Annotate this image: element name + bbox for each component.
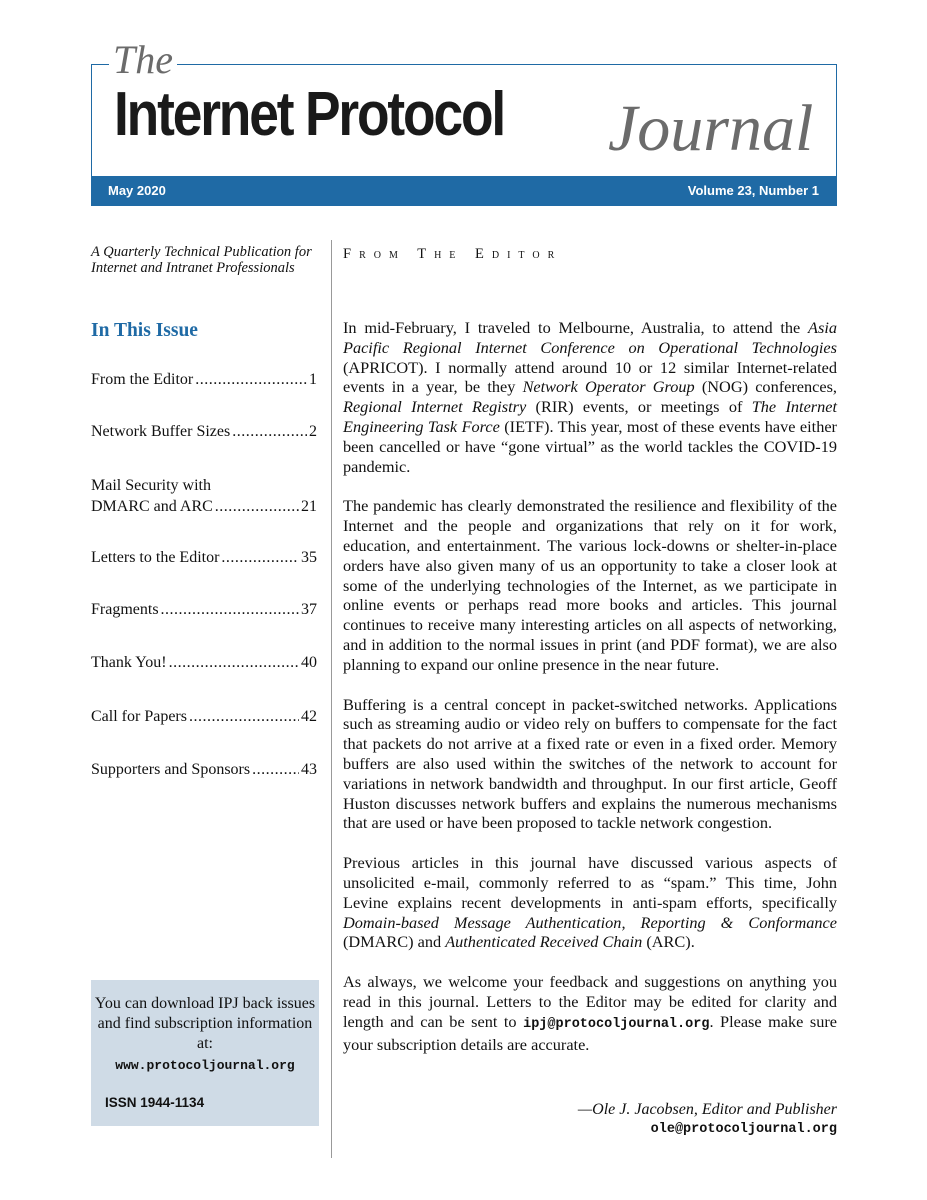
issue-volume: Volume 23, Number 1 xyxy=(687,183,819,198)
toc-item-from-the-editor[interactable] xyxy=(91,369,317,390)
masthead-the: The xyxy=(109,40,177,80)
download-infobox xyxy=(91,980,319,1126)
issue-bar xyxy=(91,176,837,206)
infobox-url[interactable]: www.protocoljournal.org xyxy=(115,1058,295,1073)
toc-title: Fragments xyxy=(91,601,159,618)
issue-date: May 2020 xyxy=(108,183,166,198)
infobox-issn: ISSN 1944-1134 xyxy=(105,1095,205,1110)
editor-article xyxy=(343,318,837,1074)
masthead-title: Internet Protocol xyxy=(114,80,505,149)
tagline: A Quarterly Technical Publication for Internet and Intranet Professionals xyxy=(91,244,312,276)
toc-page: 42 xyxy=(301,708,317,725)
toc-page: 2 xyxy=(309,423,317,440)
paragraph-3: Buffering is a central concept in packet-switched networks. Applications such as streaming audio or video rely on buffers to compensate for the fact that packets do not arrive at a fixed rate or even in a fixed order. Memory buffers are also used within the switches of the network to account for variations in network bandwidth and throughput. In our first article, Geoff Huston discusses network buffers and explains the numerous mechanisms that are used or have been proposed to tackle network congestion. xyxy=(343,694,837,833)
toc-item-supporters[interactable] xyxy=(91,759,317,780)
toc-page: 37 xyxy=(301,601,317,618)
toc-item-letters[interactable] xyxy=(91,547,317,568)
toc-heading: In This Issue xyxy=(91,320,198,341)
toc-title-line1: Mail Security with xyxy=(91,477,211,494)
toc-item-call-for-papers[interactable] xyxy=(91,706,317,727)
signature-email[interactable]: ole@protocoljournal.org xyxy=(650,1122,837,1137)
section-heading: From The Editor xyxy=(343,246,563,262)
paragraph-1: In mid-February, I traveled to Melbourne, Australia, to attend the Asia Pacific Regional Internet Conference on Operational Technologies (APRICOT). I normally attend around 10 or 12 similar Internet-related events in a year, be they Network Operator Group (NOG) conferences, Regional Internet Registry (RIR) events, or meetings of The Internet Engineering Task Force (IETF). This year, most of these events have either been cancelled or have “gone virtual” as the world tackles the COVID-19 pandemic. xyxy=(343,318,838,476)
signature xyxy=(578,1100,837,1140)
signature-name: —Ole J. Jacobsen, Editor and Publisher xyxy=(577,1101,837,1118)
toc-item-thank-you[interactable] xyxy=(91,652,317,673)
toc-title: Supporters and Sponsors xyxy=(91,761,251,778)
toc-title: Letters to the Editor xyxy=(91,549,220,566)
column-divider xyxy=(331,240,332,1158)
toc-page: 35 xyxy=(301,549,317,566)
infobox-text: You can download IPJ back issues and find subscription information at: xyxy=(94,995,316,1052)
toc-item-network-buffer-sizes[interactable] xyxy=(91,421,317,442)
paragraph-2: The pandemic has clearly demonstrated the resilience and flexibility of the Internet and the people and organizations that rely on it for work, education, and entertainment. The various lock-downs or shelter-in-place orders have also given many of us an opportunity to take a closer look at some of the underlying technologies of the Internet, as we participate in online events or perhaps read more books and articles. This journal continues to receive many interesting articles on all aspects of networking, and in addition to the normal issues in print (and PDF format), we are also planning to expand our online presence in the near future. xyxy=(343,496,837,674)
paragraph-4: Previous articles in this journal have discussed various aspects of unsolicited e-mail, commonly referred to as “spam.” This time, John Levine explains recent developments in anti-spam efforts, specifically Domain-based Message Authentication, Reporting & Conformance (DMARC) and Authenticated Received Chain (ARC). xyxy=(343,853,837,952)
toc-page: 40 xyxy=(301,654,317,671)
toc-item-fragments[interactable] xyxy=(91,599,317,620)
toc-page: 43 xyxy=(301,761,317,778)
toc-title: Call for Papers xyxy=(91,708,187,725)
toc-title: Network Buffer Sizes xyxy=(91,423,231,440)
toc-title: DMARC and ARC xyxy=(91,498,213,515)
toc-item-mail-security[interactable] xyxy=(91,475,317,517)
toc-title: Thank You! xyxy=(91,654,167,671)
paragraph-5: As always, we welcome your feedback and suggestions on anything you read in this journal. Letters to the Editor may be edited for clarity and length and can be sent to ipj@protocoljournal.org. Please make sure your subscription details are accurate. xyxy=(343,972,837,1054)
masthead-journal: Journal xyxy=(608,92,814,165)
toc-title: From the Editor xyxy=(91,371,194,388)
toc-page: 1 xyxy=(309,371,317,388)
feedback-email-link[interactable]: ipj@protocoljournal.org xyxy=(523,1016,710,1032)
toc-page: 21 xyxy=(301,498,317,515)
